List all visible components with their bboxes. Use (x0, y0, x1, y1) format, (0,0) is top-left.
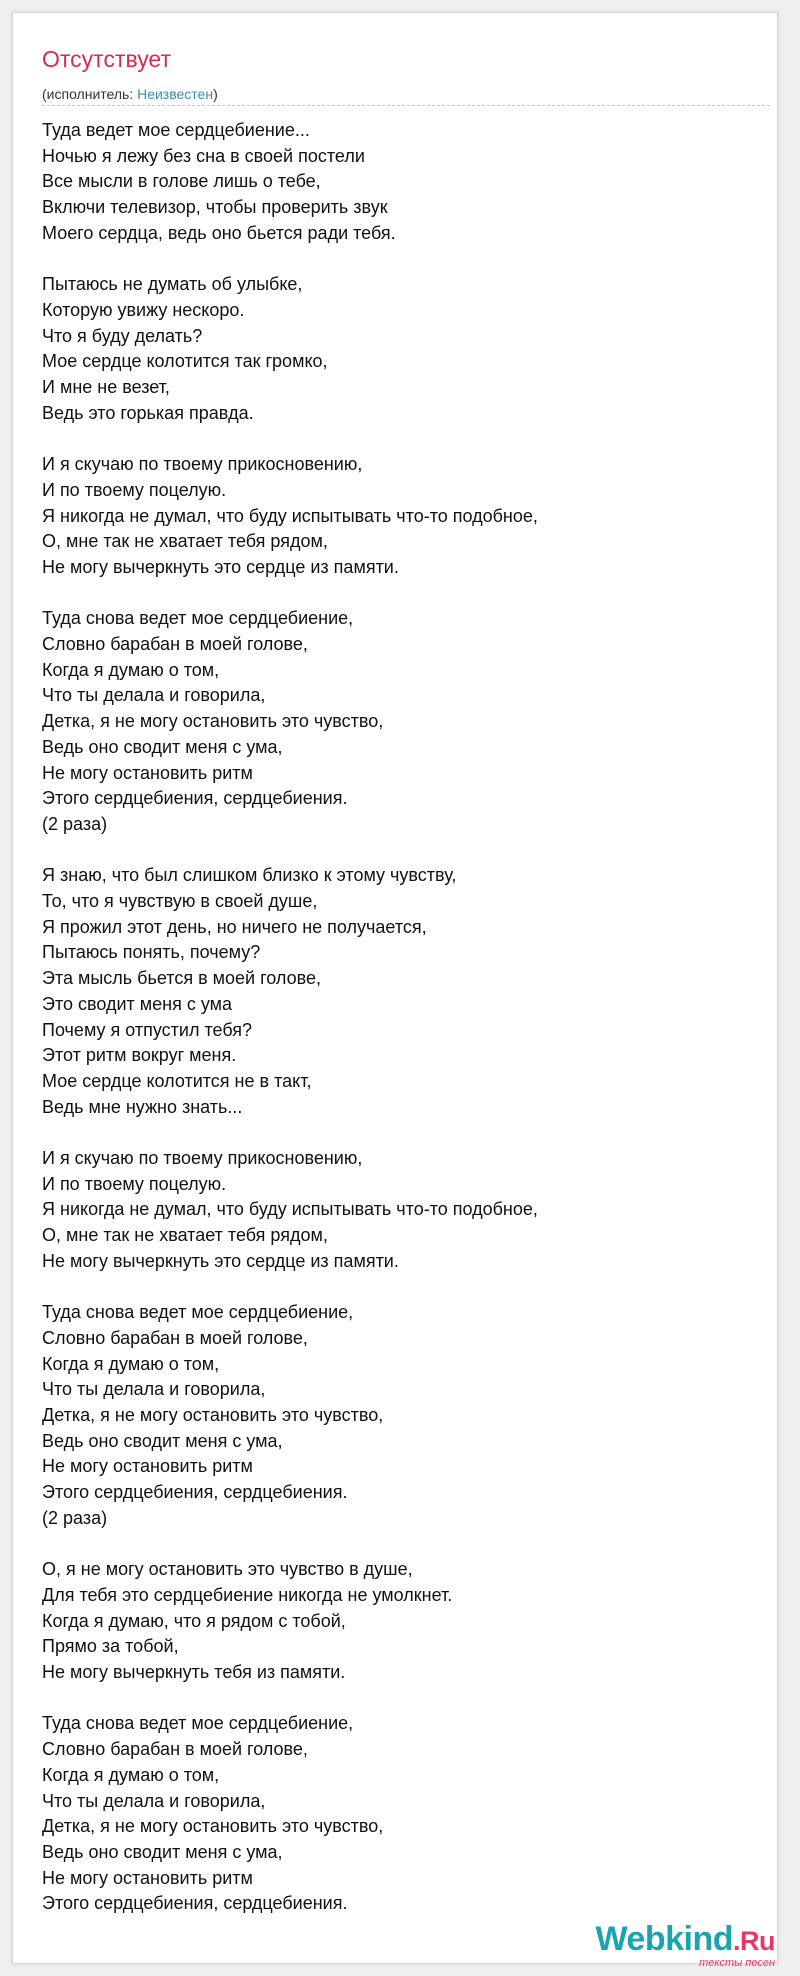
lyrics-line: (2 раза) (42, 813, 108, 834)
lyrics-line: О, мне так не хватает тебя рядом, (42, 531, 328, 552)
lyrics-stanza (42, 118, 762, 247)
lyrics-line: Когда я думаю о том, (42, 659, 220, 680)
song-title: Отсутствует (42, 46, 171, 72)
lyrics-line: Детка, я не могу остановить это чувство, (42, 1405, 384, 1426)
lyrics-stanza (42, 1300, 762, 1531)
logo-wordmark (595, 1919, 775, 1961)
lyrics-line: Когда я думаю о том, (42, 1353, 220, 1374)
logo-name: Webkind (595, 1920, 733, 1958)
performer-suffix: ) (213, 86, 218, 102)
lyrics-line: Эта мысль бьется в моей голове, (42, 968, 321, 989)
lyrics-line: Не могу вычеркнуть тебя из памяти. (42, 1662, 346, 1683)
performer-line (42, 85, 218, 103)
lyrics-line: Ведь оно сводит меня с ума, (42, 1841, 283, 1862)
lyrics-line: Словно барабан в моей голове, (42, 634, 308, 655)
lyrics-line: Этого сердцебиения, сердцебиения. (42, 1482, 348, 1503)
title-divider (42, 105, 770, 106)
lyrics-line: Туда снова ведет мое сердцебиение, (42, 1713, 354, 1734)
lyrics-line: Я никогда не думал, что буду испытывать что-то подобное, (42, 1199, 538, 1220)
lyrics-line: Туда снова ведет мое сердцебиение, (42, 608, 354, 629)
lyrics-line: Что ты делала и говорила, (42, 1379, 266, 1400)
lyrics-line: И я скучаю по твоему прикосновению, (42, 1148, 363, 1169)
lyrics-stanza (42, 272, 762, 426)
lyrics-line: Это сводит меня с ума (42, 993, 233, 1014)
lyrics-line: О, мне так не хватает тебя рядом, (42, 1225, 328, 1246)
lyrics-line: Которую увижу нескоро. (42, 299, 245, 320)
lyrics-line: Не могу остановить ритм (42, 1456, 253, 1477)
performer-prefix: (исполнитель: (42, 86, 138, 102)
lyrics-text (42, 118, 762, 1943)
lyrics-line: Туда ведет мое сердцебиение... (42, 120, 310, 140)
lyrics-line: Не могу вычеркнуть это сердце из памяти. (42, 1250, 399, 1271)
lyrics-line: Когда я думаю, что я рядом с тобой, (42, 1610, 346, 1631)
lyrics-line: Не могу остановить ритм (42, 1867, 253, 1888)
lyrics-line: Словно барабан в моей голове, (42, 1327, 308, 1348)
lyrics-line: И мне не везет, (42, 377, 170, 398)
lyrics-line: Этого сердцебиения, сердцебиения. (42, 788, 348, 809)
lyrics-card (12, 12, 778, 1969)
lyrics-line: Пытаюсь не думать об улыбке, (42, 274, 303, 295)
lyrics-line: Ночью я лежу без сна в своей постели (42, 145, 365, 166)
lyrics-line: Что я буду делать? (42, 325, 203, 346)
lyrics-line: Этот ритм вокруг меня. (42, 1045, 237, 1066)
lyrics-line: Прямо за тобой, (42, 1636, 179, 1657)
lyrics-line: Я знаю, что был слишком близко к этому чувству, (42, 865, 457, 886)
lyrics-line: Ведь это горькая правда. (42, 402, 254, 423)
logo-tld: .Ru (733, 1926, 775, 1956)
lyrics-stanza (42, 1146, 762, 1275)
lyrics-line: Туда снова ведет мое сердцебиение, (42, 1302, 354, 1323)
lyrics-stanza (42, 1711, 762, 1917)
lyrics-line: Все мысли в голове лишь о тебе, (42, 171, 321, 192)
lyrics-line: О, я не могу остановить это чувство в душе, (42, 1559, 413, 1580)
lyrics-line: И я скучаю по твоему прикосновению, (42, 454, 363, 475)
lyrics-stanza (42, 863, 762, 1120)
lyrics-line: Я никогда не думал, что буду испытывать что-то подобное, (42, 505, 538, 526)
lyrics-line: Мое сердце колотится не в такт, (42, 1070, 312, 1091)
lyrics-line: Ведь оно сводит меня с ума, (42, 1430, 283, 1451)
lyrics-line: Словно барабан в моей голове, (42, 1739, 308, 1760)
lyrics-line: Включи телевизор, чтобы проверить звук (42, 197, 388, 218)
lyrics-line: То, что я чувствую в своей душе, (42, 891, 318, 912)
lyrics-stanza (42, 606, 762, 837)
lyrics-line: Когда я думаю о том, (42, 1764, 220, 1785)
logo-tagline: тексты песен (699, 1957, 775, 1969)
lyrics-line: И по твоему поцелую. (42, 479, 227, 500)
lyrics-line: Ведь оно сводит меня с ума, (42, 736, 283, 757)
site-logo[interactable] (583, 1919, 783, 1973)
lyrics-line: Для тебя это сердцебиение никогда не умолкнет. (42, 1584, 453, 1605)
lyrics-line: Не могу вычеркнуть это сердце из памяти. (42, 556, 399, 577)
lyrics-line: Ведь мне нужно знать... (42, 1096, 243, 1117)
lyrics-line: Не могу остановить ритм (42, 762, 253, 783)
lyrics-line: Что ты делала и говорила, (42, 1790, 266, 1811)
lyrics-stanza (42, 452, 762, 581)
lyrics-line: Мое сердце колотится так громко, (42, 351, 328, 372)
artist-link[interactable]: Неизвестен (137, 86, 214, 102)
lyrics-line: Этого сердцебиения, сердцебиения. (42, 1893, 348, 1914)
lyrics-line: Детка, я не могу остановить это чувство, (42, 711, 384, 732)
lyrics-line: Что ты делала и говорила, (42, 685, 266, 706)
lyrics-line: И по твоему поцелую. (42, 1173, 227, 1194)
lyrics-line: Моего сердца, ведь оно бьется ради тебя. (42, 222, 396, 243)
lyrics-line: Пытаюсь понять, почему? (42, 942, 261, 963)
lyrics-line: Почему я отпустил тебя? (42, 1019, 252, 1040)
lyrics-stanza (42, 1557, 762, 1686)
lyrics-line: Я прожил этот день, но ничего не получается, (42, 916, 427, 937)
lyrics-line: Детка, я не могу остановить это чувство, (42, 1816, 384, 1837)
lyrics-line: (2 раза) (42, 1507, 108, 1528)
